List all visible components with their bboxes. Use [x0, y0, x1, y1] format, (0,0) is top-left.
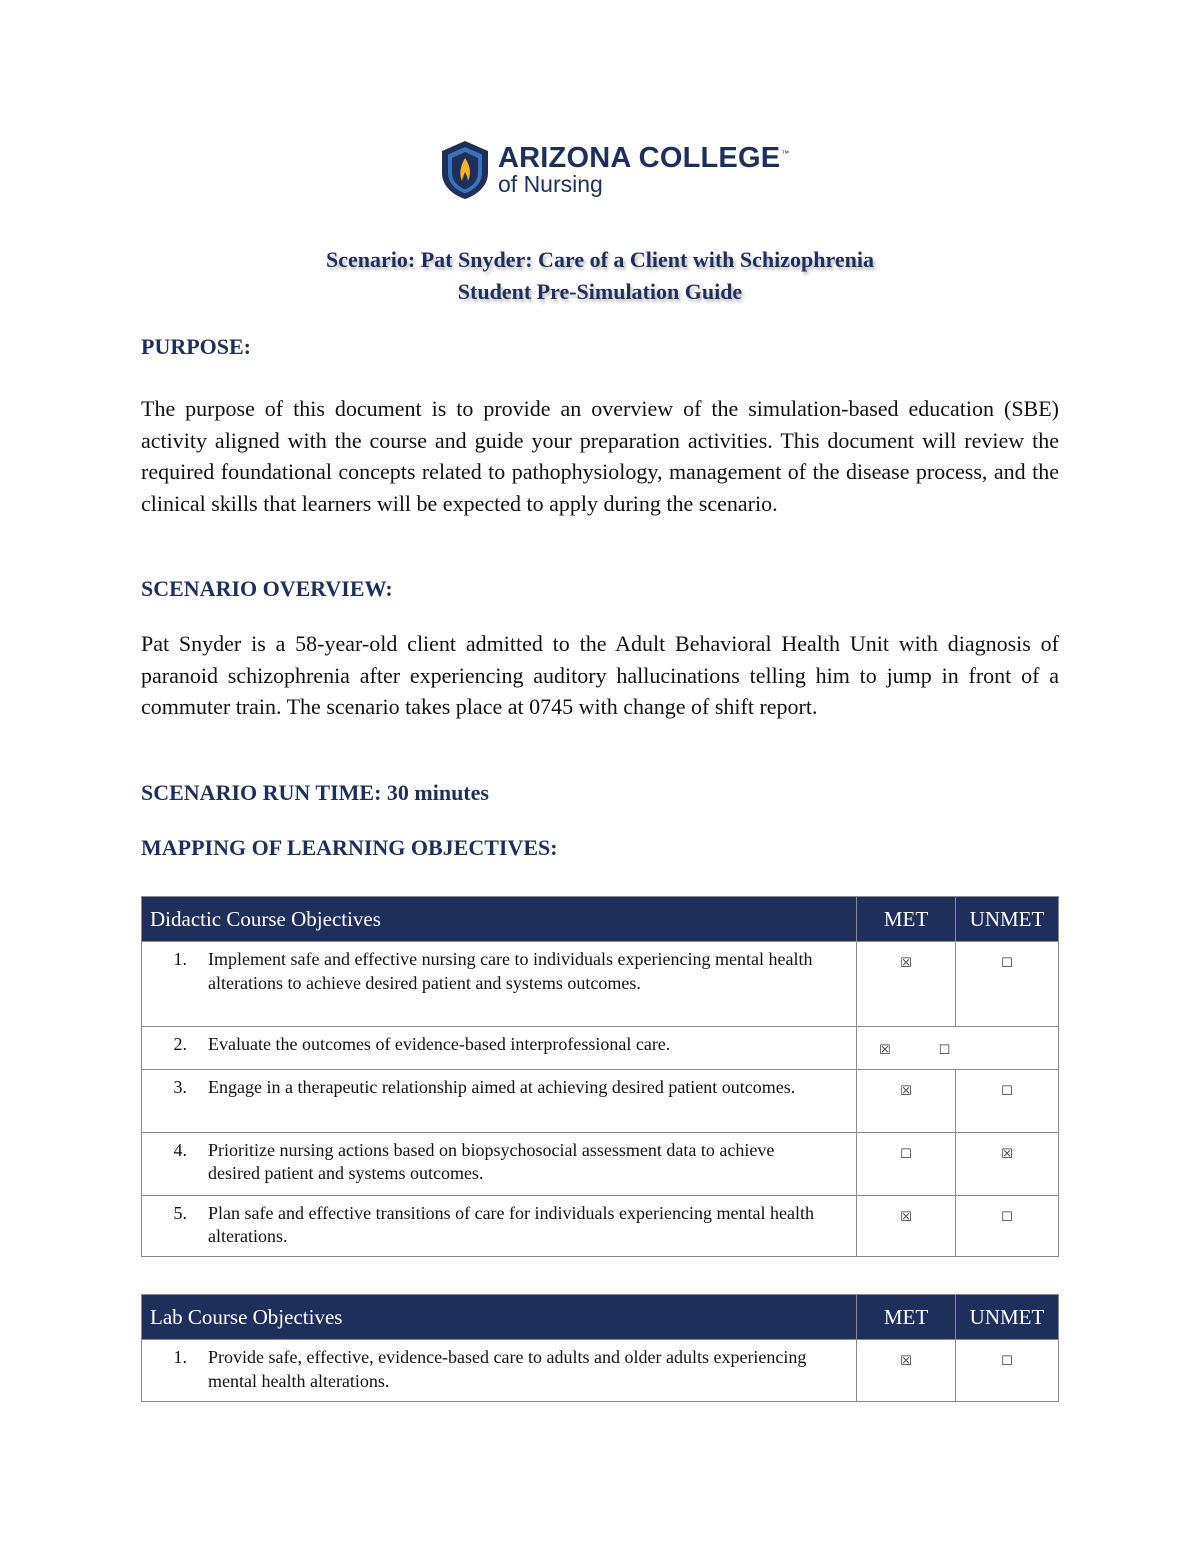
document-subtitle: Student Pre-Simulation Guide [457, 279, 743, 304]
table-row [142, 942, 1059, 1027]
logo-subline: of Nursing [498, 171, 603, 197]
unmet-checkbox[interactable]: ☐ [1001, 1354, 1013, 1369]
purpose-heading: PURPOSE: [141, 334, 251, 359]
logo-wordmark: ARIZONA COLLEGE™ [498, 142, 790, 174]
table-header-row [142, 897, 1059, 942]
objective-text: Implement safe and effective nursing care to individuals experiencing mental health alterations to achieve desired patient and systems outcomes. [208, 949, 813, 993]
met-checkbox[interactable]: ☒ [900, 1354, 912, 1369]
table-row [142, 1069, 1059, 1132]
didactic-header: Didactic Course Objectives [142, 897, 857, 942]
lab-header: Lab Course Objectives [142, 1295, 857, 1340]
overview-heading: SCENARIO OVERVIEW: [141, 576, 393, 601]
overview-paragraph: Pat Snyder is a 58-year-old client admitted to the Adult Behavioral Health Unit with diagnosis of paranoid schizophrenia after experiencing auditory hallucinations telling him to jump in front of a commuter train. The scenario takes place at 0745 with change of shift report. [141, 631, 1059, 719]
objective-number: 4. [173, 1139, 187, 1160]
objective-text: Provide safe, effective, evidence-based care to adults and older adults experiencing mental health alterations. [208, 1347, 807, 1391]
met-checkbox[interactable]: ☒ [879, 1043, 891, 1058]
objective-number: 5. [173, 1202, 187, 1223]
document-title: Scenario: Pat Snyder: Care of a Client with Schizophrenia [326, 247, 874, 272]
table-row [142, 1340, 1059, 1402]
table-row [142, 1132, 1059, 1195]
college-logo [441, 140, 790, 202]
objective-text: Evaluate the outcomes of evidence-based interprofessional care. [208, 1034, 671, 1054]
unmet-checkbox[interactable]: ☐ [1001, 956, 1013, 971]
unmet-checkbox[interactable]: ☐ [1001, 1083, 1013, 1099]
met-header: MET [857, 897, 956, 942]
unmet-header: UNMET [956, 1295, 1059, 1340]
runtime-heading: SCENARIO RUN TIME: 30 minutes [141, 780, 489, 805]
lab-objectives-table [141, 1294, 1059, 1402]
unmet-checkbox[interactable]: ☐ [1001, 1209, 1013, 1225]
met-header: MET [857, 1295, 956, 1340]
unmet-checkbox[interactable]: ☒ [1001, 1146, 1013, 1162]
table-header-row [142, 1295, 1059, 1340]
objective-number: 2. [173, 1034, 187, 1054]
met-checkbox[interactable]: ☒ [900, 1083, 912, 1099]
objective-text: Engage in a therapeutic relationship aimed at achieving desired patient outcomes. [208, 1076, 796, 1097]
objective-text: Prioritize nursing actions based on biopsychosocial assessment data to achieve desired patient and systems outcomes. [208, 1139, 775, 1183]
mapping-heading: MAPPING OF LEARNING OBJECTIVES: [141, 835, 558, 860]
objective-text: Plan safe and effective transitions of care for individuals experiencing mental health alterations. [208, 1202, 814, 1246]
met-checkbox[interactable]: ☐ [900, 1146, 912, 1162]
table-row [142, 1027, 1059, 1070]
shield-flame-icon [441, 140, 489, 200]
objective-number: 1. [173, 949, 187, 969]
met-checkbox[interactable]: ☒ [900, 956, 912, 971]
objective-number: 1. [173, 1347, 187, 1367]
table-row [142, 1195, 1059, 1256]
objective-number: 3. [173, 1076, 187, 1097]
unmet-checkbox[interactable]: ☐ [938, 1043, 951, 1058]
unmet-header: UNMET [956, 897, 1059, 942]
met-checkbox[interactable]: ☒ [900, 1209, 912, 1225]
purpose-paragraph: The purpose of this document is to provide an overview of the simulation-based education (SBE) activity aligned with the course and guide your preparation activities. This document will review the required foundational concepts related to pathophysiology, management of the disease process, and the clinical skills that learners will be expected to apply during the scenario. [141, 396, 1059, 516]
didactic-objectives-table [141, 896, 1059, 1257]
